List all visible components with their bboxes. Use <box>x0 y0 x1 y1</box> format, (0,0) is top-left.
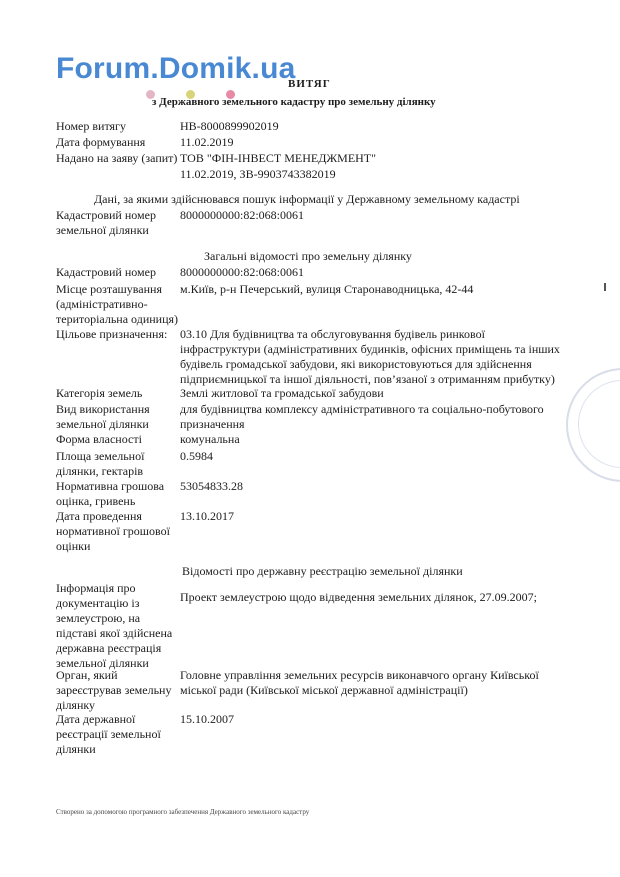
field-value: 0.5984 <box>180 449 213 463</box>
field-label: Місце розташування (адміністративно-територіальна одиниця) <box>56 282 179 326</box>
page-mark <box>604 283 606 291</box>
official-stamp-ring <box>578 380 620 468</box>
field-label: Кадастровий номер земельної ділянки <box>56 208 156 237</box>
watermark-logo: Forum.Domik.ua <box>56 52 296 85</box>
field-label: Цільове призначення: <box>56 327 168 341</box>
field-label: Орган, який зареєстрував земельну ділянку <box>56 668 172 712</box>
field-value: м.Київ, р-н Печерський, вулиця Старонаводницька, 42-44 <box>180 282 474 296</box>
field-label: Категорія земель <box>56 386 143 400</box>
field-value: Землі житлової та громадської забудови <box>180 386 384 400</box>
section-heading: Загальні відомості про земельну ділянку <box>204 249 412 263</box>
meta-label: Номер витягу <box>56 119 126 133</box>
field-value: для будівництва комплексу адміністративного та соціально-побутового призначення <box>180 402 544 431</box>
field-label: Дата державної реєстрації земельної ділянки <box>56 712 161 756</box>
section-heading: Відомості про державну реєстрацію земельної ділянки <box>182 564 463 578</box>
document-title: ВИТЯГ <box>288 78 331 90</box>
field-label: Форма власності <box>56 432 142 446</box>
meta-value: ТОВ "ФІН-ІНВЕСТ МЕНЕДЖМЕНТ" <box>180 151 377 165</box>
meta-label: Надано на заяву (запит) <box>56 151 178 165</box>
field-label: Інформація про документацію із землеустрою, на підставі якої здійснена державна реєстрація земельної ділянки <box>56 581 173 670</box>
field-label: Дата проведення нормативної грошової оцінки <box>56 509 170 553</box>
meta-value: НВ-8000899902019 <box>180 119 279 133</box>
official-stamp <box>566 368 620 482</box>
field-value: Головне управління земельних ресурсів виконавчого органу Київської міської ради (Київської міської державної адміністрації) <box>180 668 539 697</box>
field-label: Вид використання земельної ділянки <box>56 402 150 431</box>
field-value: Проект землеустрою щодо відведення земельних ділянок, 27.09.2007; <box>180 590 537 604</box>
field-value: 8000000000:82:068:0061 <box>180 265 305 279</box>
meta-value: 11.02.2019 <box>180 135 234 149</box>
meta-label: Дата формування <box>56 135 146 149</box>
field-label: Нормативна грошова оцінка, гривень <box>56 479 165 508</box>
meta-value: 11.02.2019, ЗВ-9903743382019 <box>180 167 336 181</box>
field-value: комунальна <box>180 432 240 446</box>
section-heading: Дані, за якими здійснювався пошук інформації у Державному земельному кадастрі <box>94 192 520 206</box>
footer-note: Створено за допомогою програмного забезпечення Державного земельного кадастру <box>56 808 310 816</box>
field-value: 15.10.2007 <box>180 712 234 726</box>
field-value: 8000000000:82:068:0061 <box>180 208 305 222</box>
document-subtitle: з Державного земельного кадастру про земельну ділянку <box>152 96 436 108</box>
field-label: Кадастровий номер <box>56 265 156 279</box>
field-value: 03.10 Для будівництва та обслуговування будівель ринкової інфраструктури (адміністративних будинків, офісних приміщень та інших будівель громадської забудови, які використовуються для здійснення підприємницької та іншої діяльності, пов’язаної з отриманням прибутку) <box>180 327 560 386</box>
field-value: 53054833.28 <box>180 479 243 493</box>
field-label: Площа земельної ділянки, гектарів <box>56 449 145 478</box>
field-value: 13.10.2017 <box>180 509 234 523</box>
